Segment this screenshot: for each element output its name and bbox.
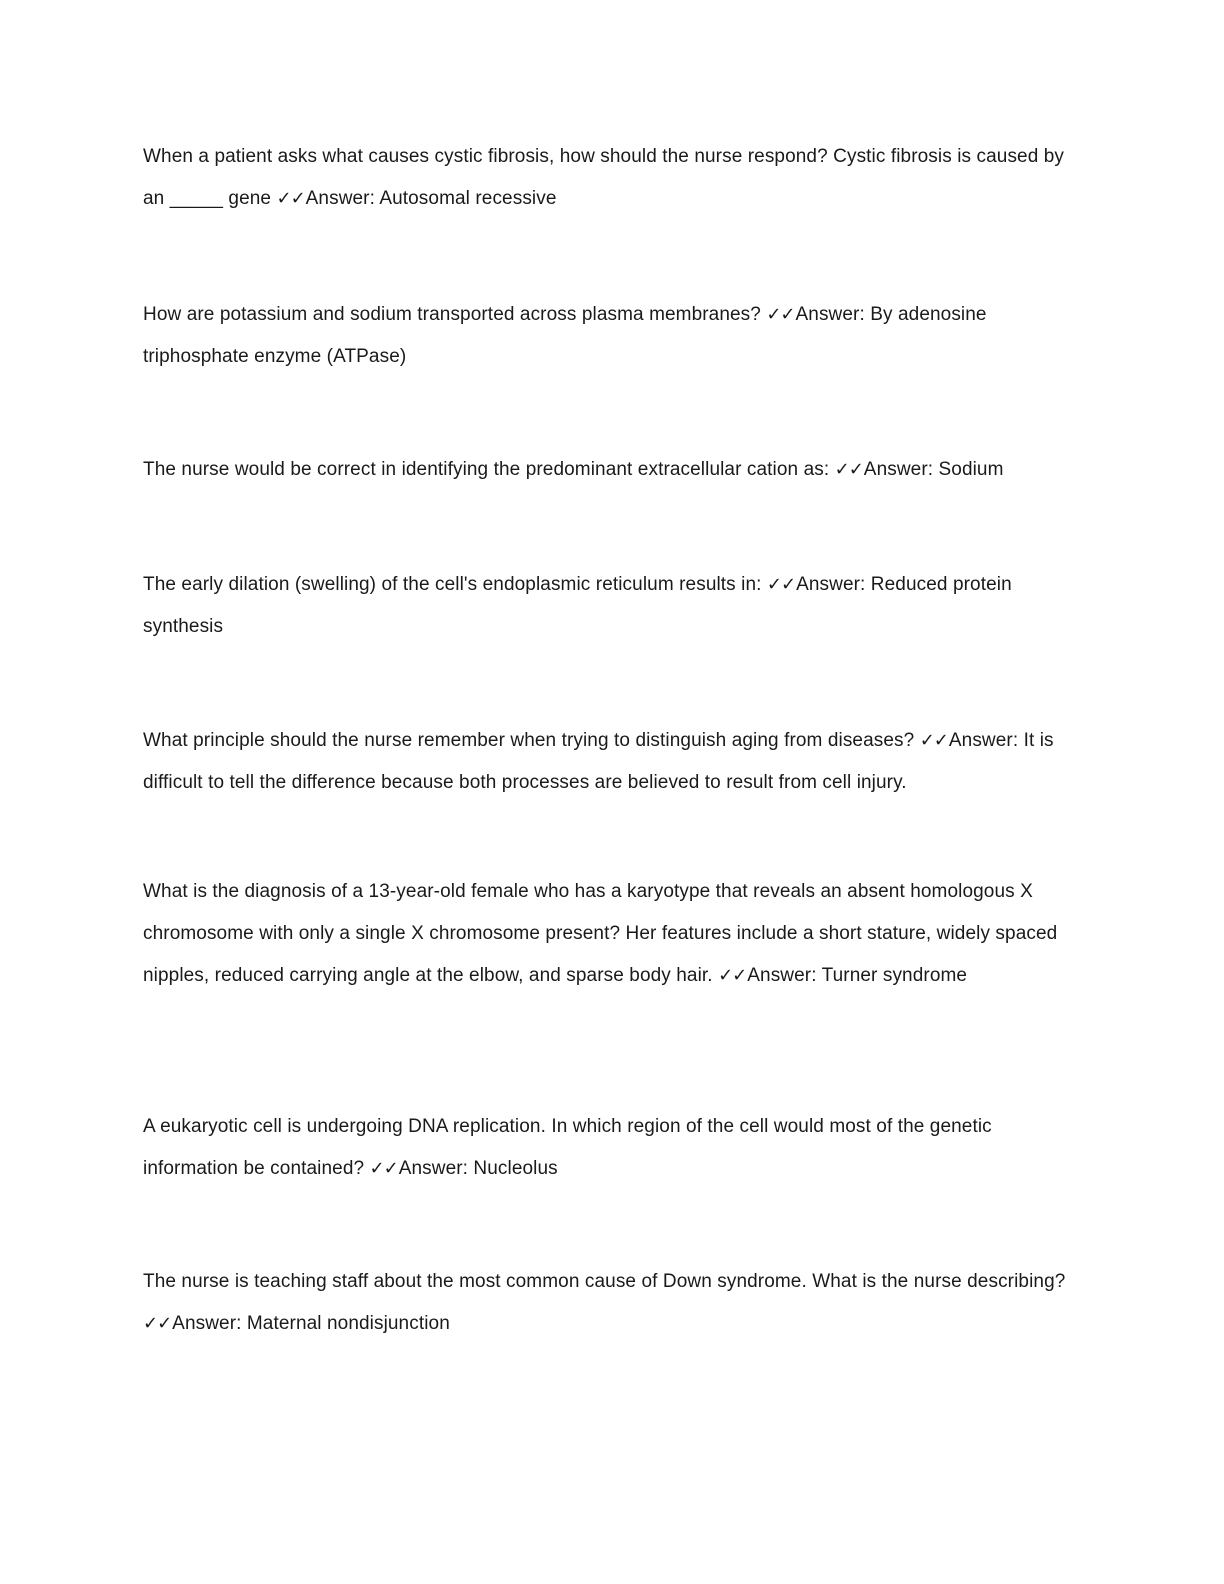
question-text: How are potassium and sodium transported across plasma membranes? [143,304,761,325]
double-check-icon: ✓✓ [919,730,948,751]
question-text: The nurse is teaching staff about the most common cause of Down syndrome. What is the nurse describing? [143,1271,1066,1292]
qa-item-7 [143,1106,1073,1190]
answer-text: Answer: Autosomal recessive [305,188,557,209]
answer-text: Answer: Maternal nondisjunction [172,1313,450,1334]
answer-text: Answer: Sodium [863,459,1004,480]
qa-item-6 [143,871,1073,997]
question-text: The nurse would be correct in identifying the predominant extracellular cation as: [143,459,830,480]
question-text: What principle should the nurse remember when trying to distinguish aging from diseases? [143,730,915,751]
qa-item-3 [143,449,1073,491]
double-check-icon: ✓✓ [718,965,747,986]
question-text: The early dilation (swelling) of the cell's endoplasmic reticulum results in: [143,574,762,595]
qa-item-5 [143,720,1073,804]
double-check-icon: ✓✓ [143,1313,172,1334]
answer-text: Answer: Turner syndrome [747,965,968,986]
qa-item-8 [143,1261,1073,1345]
double-check-icon: ✓✓ [766,304,795,325]
question-text: When a patient asks what causes cystic fibrosis, how should the nurse respond? Cystic fibrosis is caused by an _____ gene [143,146,1065,209]
question-text: A eukaryotic cell is undergoing DNA replication. In which region of the cell would most of the genetic information be contained? [143,1116,992,1179]
answer-text: Answer: Reduced protein synthesis [143,574,1012,637]
double-check-icon: ✓✓ [766,574,796,595]
answer-text: Answer: It is difficult to tell the difference because both processes are believed to result from cell injury. [143,730,1054,793]
double-check-icon: ✓✓ [369,1158,398,1179]
double-check-icon: ✓✓ [276,188,305,209]
qa-item-2 [143,294,1073,378]
double-check-icon: ✓✓ [834,459,863,480]
answer-text: Answer: By adenosine triphosphate enzyme (ATPase) [143,304,987,367]
question-text: What is the diagnosis of a 13-year-old female who has a karyotype that reveals an absent homologous X chromosome with only a single X chromosome present? Her features include a short stature, widely spaced nipples, reduced carrying angle at the elbow, and sparse body hair. [143,881,1058,986]
qa-item-1 [143,136,1073,220]
qa-item-4 [143,564,1073,648]
answer-text: Answer: Nucleolus [398,1158,558,1179]
